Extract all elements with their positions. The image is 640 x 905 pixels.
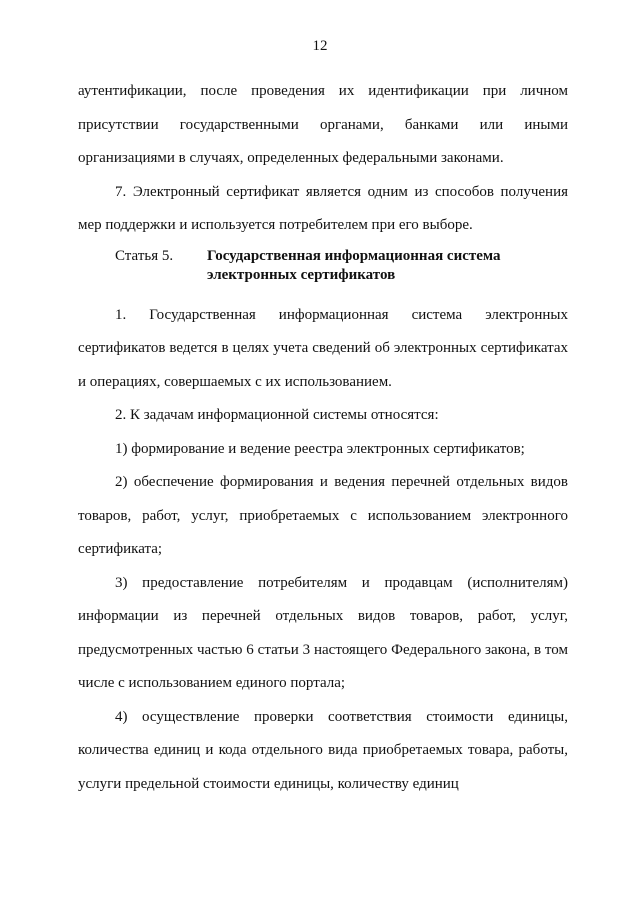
paragraph-item-7: 7. Электронный сертификат является одним из способов получения мер поддержки и используется потребителем при его выборе. [78, 183, 568, 233]
page-number: 12 [312, 38, 328, 54]
list-item-3: 3) предоставление потребителям и продавцам (исполнителям) информации из перечней отдельных видов товаров, работ, услуг, предусмотренных частью 6 статьи 3 настоящего Федерального закона, в том числе с использованием единого портала; [78, 574, 568, 691]
paragraph-continuation: аутентификации, после проведения их идентификации при личном присутствии государственными органами, банками или иными организациями в случаях, определенных федеральными законами. [78, 83, 568, 166]
paragraph-part-1: 1. Государственная информационная система электронных сертификатов ведется в целях учета сведений об электронных сертификатах и операциях, совершаемых с их использованием. [78, 306, 568, 390]
document-body [78, 75, 568, 801]
article-number: Статья 5. [115, 247, 174, 264]
list-item-1: 1) формирование и ведение реестра электронных сертификатов; [115, 440, 525, 457]
article-title: Государственная информационная система электронных сертификатов [207, 247, 501, 283]
paragraph-part-2: 2. К задачам информационной системы относятся: [115, 407, 439, 423]
list-item-4: 4) осуществление проверки соответствия стоимости единицы, количества единиц и кода отдельного вида приобретаемых товара, работы, услуги предельной стоимости единицы, количеству единиц [78, 708, 568, 792]
article-heading [78, 247, 568, 285]
list-item-2: 2) обеспечение формирования и ведения перечней отдельных видов товаров, работ, услуг, приобретаемых с использованием электронного сертификата; [78, 474, 568, 557]
